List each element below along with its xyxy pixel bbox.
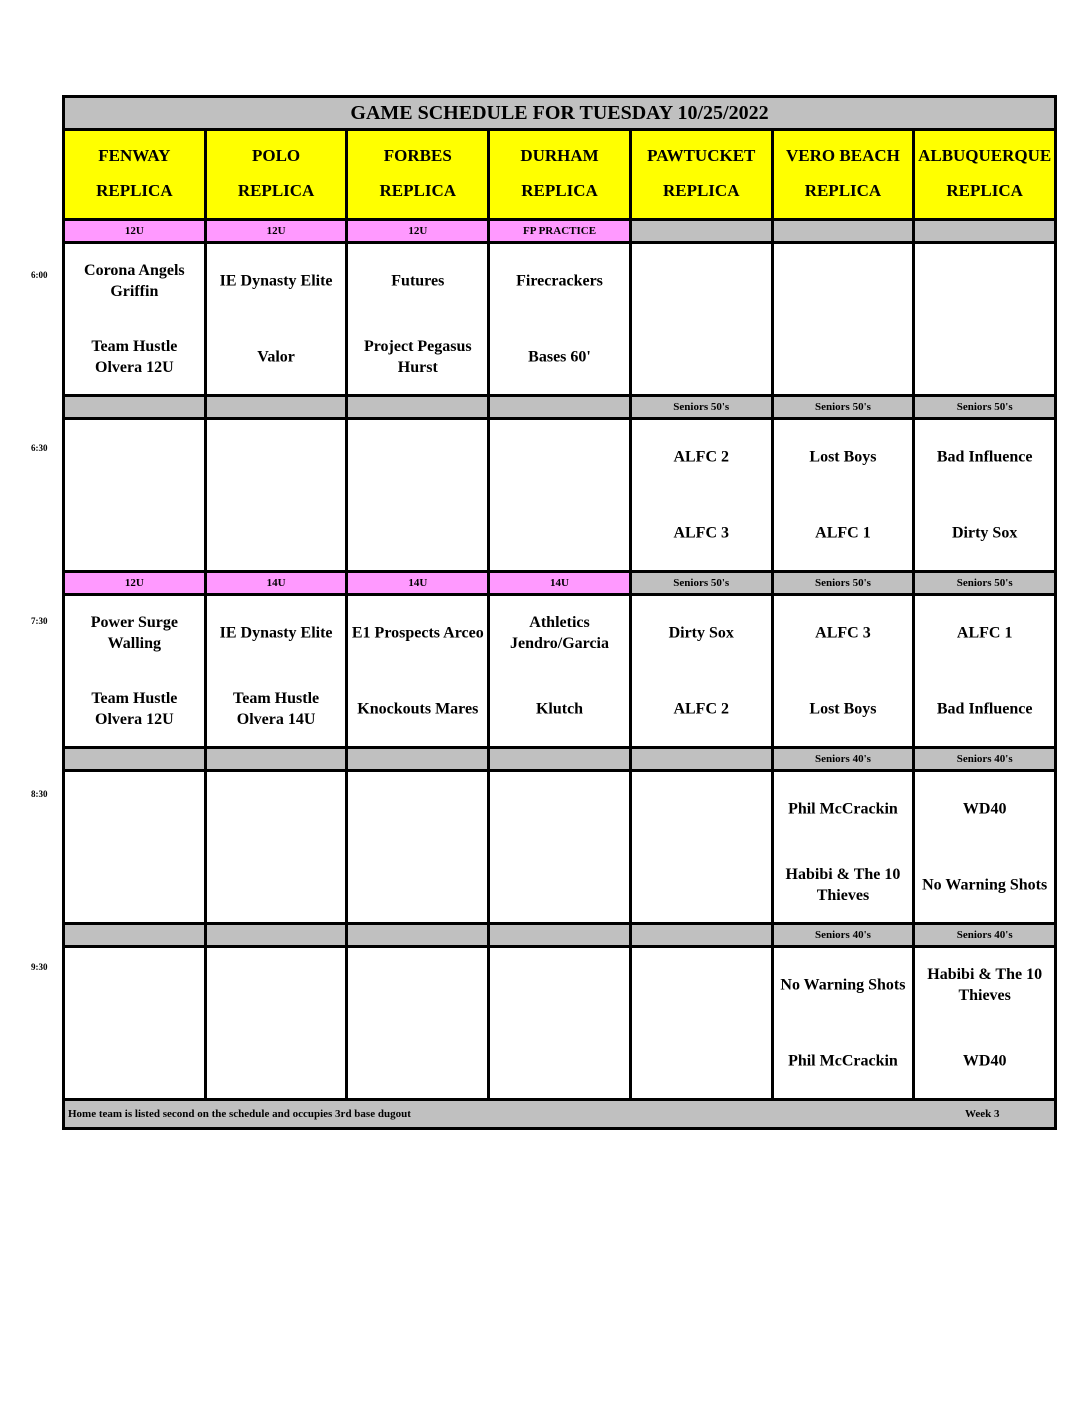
division-cell: Seniors 50's (915, 397, 1054, 417)
game-cell (65, 420, 207, 570)
division-cell (348, 925, 490, 945)
game-cell (348, 244, 490, 394)
division-cell: FP PRACTICE (490, 221, 632, 241)
away-team: Phil McCrackin (788, 800, 898, 818)
field-header (348, 131, 490, 218)
week-label: Week 3 (965, 1108, 1000, 1120)
game-cell (915, 948, 1054, 1098)
field-sub: REPLICA (379, 180, 457, 200)
home-team: Team Hustle Olvera 14U (233, 690, 320, 728)
field-sub: REPLICA (946, 180, 1023, 200)
game-cell (915, 596, 1054, 746)
division-row (65, 397, 1054, 420)
game-cell (348, 772, 490, 922)
division-cell (774, 221, 916, 241)
game-cell (632, 772, 774, 922)
game-row (65, 244, 1054, 397)
division-cell (632, 925, 774, 945)
away-team: Lost Boys (809, 448, 877, 466)
division-cell (490, 397, 632, 417)
time-label: 9:30 (31, 962, 48, 972)
division-row (65, 925, 1054, 948)
field-name: ALBUQUERQUE (918, 146, 1052, 166)
game-cell (490, 420, 632, 570)
away-team: Power Surge Walling (90, 614, 178, 652)
division-cell: Seniors 40's (915, 749, 1054, 769)
schedule-title: GAME SCHEDULE FOR TUESDAY 10/25/2022 (65, 98, 1054, 131)
field-header (490, 131, 632, 218)
game-cell (65, 948, 207, 1098)
division-cell: Seniors 50's (774, 397, 916, 417)
field-header (915, 131, 1054, 218)
time-label: 6:00 (31, 270, 48, 280)
field-sub: REPLICA (804, 180, 882, 200)
home-team: ALFC 1 (815, 524, 871, 542)
division-cell (207, 749, 349, 769)
division-cell: Seniors 50's (774, 573, 916, 593)
field-sub: REPLICA (96, 180, 173, 200)
division-cell: Seniors 50's (915, 573, 1054, 593)
division-cell (632, 221, 774, 241)
home-team: Project Pegasus Hurst (363, 338, 472, 376)
field-name: VERO BEACH (786, 146, 900, 166)
game-cell (774, 420, 916, 570)
game-row (65, 596, 1054, 749)
division-cell: Seniors 50's (632, 397, 774, 417)
division-cell (632, 749, 774, 769)
game-cell (348, 596, 490, 746)
away-team: No Warning Shots (780, 976, 906, 994)
field-sub: REPLICA (521, 180, 598, 200)
division-cell: 14U (207, 573, 349, 593)
field-header-row (65, 131, 1054, 221)
away-team: Athletics Jendro/Garcia (510, 614, 609, 652)
game-cell (207, 948, 349, 1098)
away-team: ALFC 1 (956, 624, 1013, 642)
home-team: No Warning Shots (922, 876, 1048, 894)
home-team: Team Hustle Olvera 12U (91, 338, 178, 376)
game-cell (774, 948, 916, 1098)
division-cell: Seniors 40's (915, 925, 1054, 945)
home-team: Lost Boys (809, 700, 877, 718)
division-row (65, 221, 1054, 244)
division-row (65, 749, 1054, 772)
away-team: Dirty Sox (668, 624, 734, 642)
time-label: 6:30 (31, 443, 48, 453)
away-team: Bad Influence (936, 448, 1033, 466)
division-cell: 12U (65, 221, 207, 241)
home-team: Valor (257, 348, 295, 366)
game-cell (774, 596, 916, 746)
away-team: IE Dynasty Elite (219, 624, 333, 642)
division-cell (348, 397, 490, 417)
field-name: PAWTUCKET (647, 146, 756, 166)
away-team: E1 Prospects Arceo (351, 624, 484, 642)
field-header (65, 131, 207, 218)
away-team: Futures (391, 272, 445, 290)
division-cell (490, 749, 632, 769)
game-cell (490, 244, 632, 394)
away-team: Corona Angels Griffin (84, 262, 185, 300)
division-cell (65, 925, 207, 945)
division-cell (915, 221, 1054, 241)
home-team: Knockouts Mares (357, 700, 479, 718)
game-cell (65, 596, 207, 746)
away-team: Firecrackers (516, 272, 603, 290)
division-cell: Seniors 50's (632, 573, 774, 593)
division-cell (65, 749, 207, 769)
division-cell (348, 749, 490, 769)
home-team: ALFC 2 (673, 700, 730, 718)
field-name: POLO (251, 146, 301, 166)
division-cell: 14U (348, 573, 490, 593)
footer-note: Home team is listed second on the schedule and occupies 3rd base dugout (68, 1108, 411, 1120)
game-row (65, 420, 1054, 573)
home-team: WD40 (962, 1052, 1007, 1070)
game-cell (915, 244, 1054, 394)
division-cell: 12U (65, 573, 207, 593)
game-cell (774, 244, 916, 394)
game-cell (207, 596, 349, 746)
division-cell: 14U (490, 573, 632, 593)
division-cell (207, 397, 349, 417)
game-cell (632, 948, 774, 1098)
game-cell (65, 244, 207, 394)
home-team: Bad Influence (936, 700, 1033, 718)
field-name: FORBES (383, 146, 452, 166)
division-cell: 12U (348, 221, 490, 241)
game-cell (915, 420, 1054, 570)
game-cell (490, 596, 632, 746)
away-team: Habibi & The 10 Thieves (927, 966, 1043, 1004)
home-team: Team Hustle Olvera 12U (91, 690, 178, 728)
division-cell (207, 925, 349, 945)
division-cell: Seniors 40's (774, 925, 916, 945)
field-sub: REPLICA (662, 180, 740, 200)
home-team: Phil McCrackin (788, 1052, 898, 1070)
game-cell (632, 596, 774, 746)
game-cell (632, 420, 774, 570)
game-cell (348, 948, 490, 1098)
schedule-footer (65, 1101, 1054, 1127)
division-cell (490, 925, 632, 945)
game-cell (65, 772, 207, 922)
home-team: Klutch (535, 700, 584, 718)
division-cell: 12U (207, 221, 349, 241)
game-cell (207, 244, 349, 394)
field-header (632, 131, 774, 218)
away-team: ALFC 3 (815, 624, 871, 642)
game-cell (915, 772, 1054, 922)
division-row (65, 573, 1054, 596)
game-cell (207, 772, 349, 922)
game-row (65, 772, 1054, 925)
field-header (774, 131, 916, 218)
game-cell (632, 244, 774, 394)
game-cell (348, 420, 490, 570)
division-cell (65, 397, 207, 417)
division-cell: Seniors 40's (774, 749, 916, 769)
home-team: Dirty Sox (952, 524, 1018, 542)
home-team: ALFC 3 (673, 524, 730, 542)
time-label: 8:30 (31, 789, 48, 799)
away-team: IE Dynasty Elite (219, 272, 333, 290)
field-name: DURHAM (520, 146, 599, 166)
game-cell (207, 420, 349, 570)
field-header (207, 131, 349, 218)
game-cell (774, 772, 916, 922)
field-name: FENWAY (98, 146, 171, 166)
schedule-table (62, 95, 1057, 1130)
time-label: 7:30 (31, 616, 48, 626)
game-row (65, 948, 1054, 1101)
game-cell (490, 772, 632, 922)
home-team: Bases 60' (528, 348, 591, 366)
game-cell (490, 948, 632, 1098)
away-team: WD40 (962, 800, 1007, 818)
away-team: ALFC 2 (673, 448, 730, 466)
field-sub: REPLICA (237, 180, 315, 200)
home-team: Habibi & The 10 Thieves (785, 866, 901, 904)
